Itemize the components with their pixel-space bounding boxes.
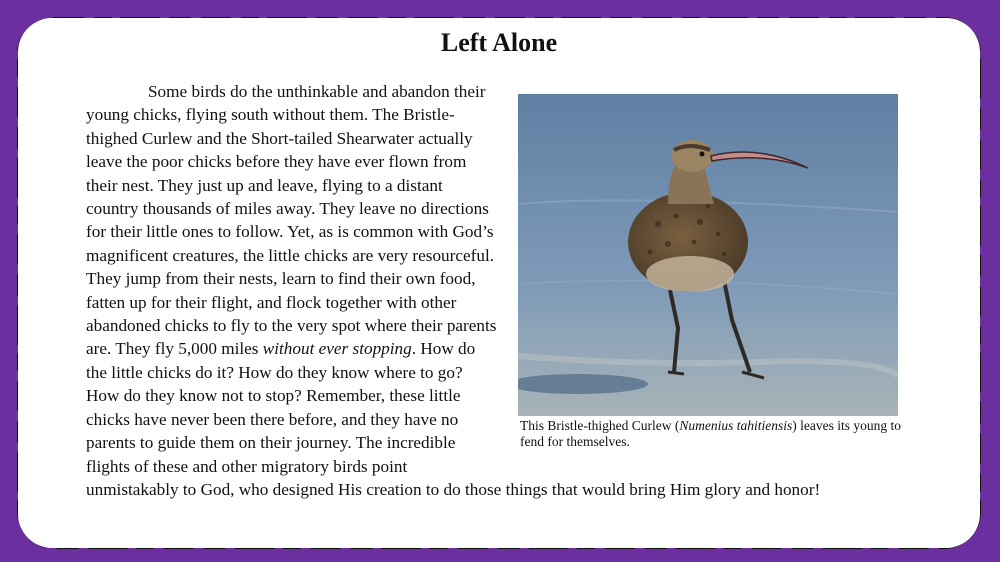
caption-text-end: ) leaves its young to fend for themselves. bbox=[520, 418, 901, 449]
paragraph-text-start: Some birds do the unthinkable and abandon their young chicks, flying south without them. The Bristle-thighed Curlew and the Short-tailed Shearwater actually leave the poor chicks before they have ever flown from their nest. They just up and leave, flying to a distant country thousands of miles away. They leave no directions for their little ones to follow. Yet, as is common with God’s magnificent creatures, the little chicks are very resourceful. They jump from their nests, learn to find their own food, fatten up for their flight, and flock together with other abandoned chicks to fly to the very spot where their parents are. They fly 5,000 miles bbox=[86, 82, 497, 359]
worksheet-card bbox=[18, 18, 980, 548]
curlew-photo-icon bbox=[518, 94, 898, 416]
caption-text-start: This Bristle-thighed Curlew ( bbox=[520, 418, 680, 433]
photo-caption bbox=[520, 418, 910, 450]
caption-italic-species: Numenius tahitiensis bbox=[679, 418, 793, 433]
page-title: Left Alone bbox=[440, 28, 558, 57]
paragraph-italic: without ever stopping bbox=[262, 339, 412, 359]
curlew-photo bbox=[518, 94, 898, 416]
paragraph-text-end: . How do the little chicks do it? How do they know where to go? How do they know not to stop? Remember, these little chicks have never been there before, and they have no parents to guide them on their journey. The incredible flights of these and other migratory birds point unmistakably to God, who designed His creation to do those things that would bring Him glory and honor! bbox=[86, 339, 821, 499]
